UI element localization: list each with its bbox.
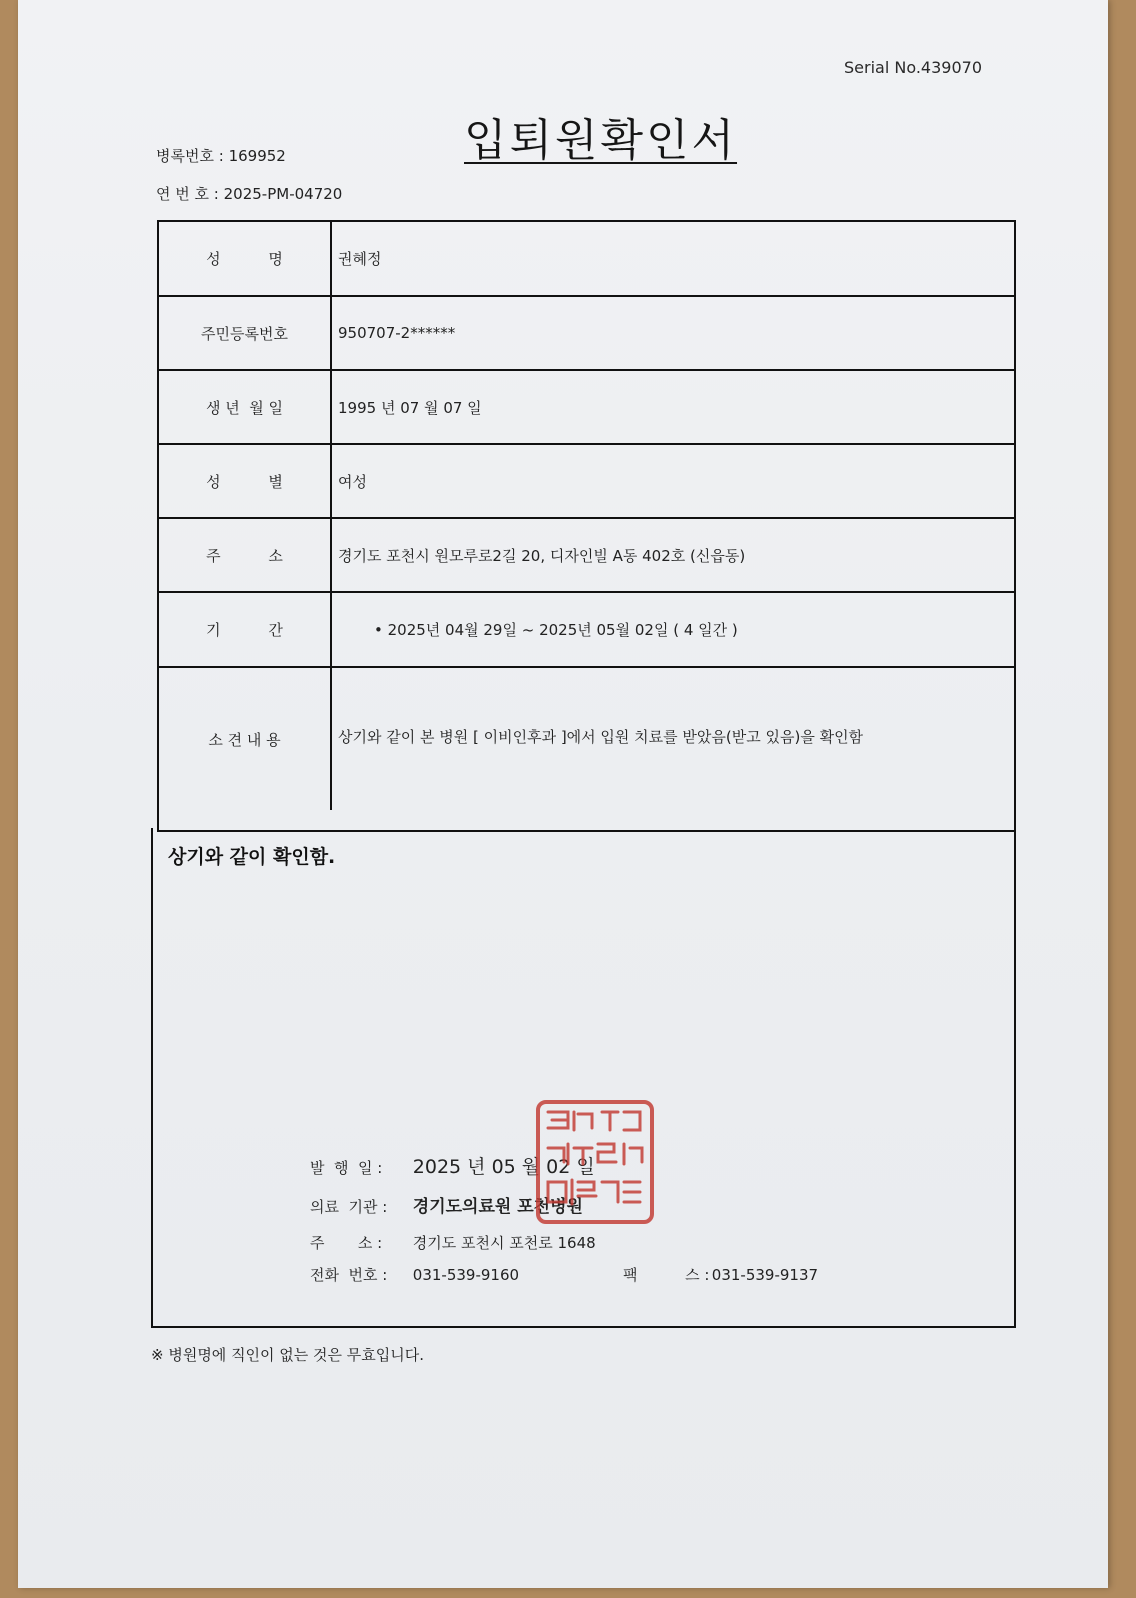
row-label-address: 주 소 — [159, 519, 332, 591]
row-value-name: 권혜정 — [338, 250, 382, 268]
seal-glyphs-icon — [540, 1104, 650, 1220]
row-label-opinion: 소 견 내 용 — [159, 668, 332, 810]
issue-date-label: 발 행 일 : — [310, 1159, 383, 1177]
row-label-period: 기 간 — [159, 593, 332, 666]
institution-phone — [310, 1264, 519, 1285]
table-row — [159, 593, 1014, 668]
table-row — [159, 297, 1014, 371]
row-value-rrn: 950707-2****** — [338, 324, 456, 342]
official-seal — [536, 1100, 654, 1224]
document-number-label: 연 번 호 : — [156, 185, 219, 203]
info-table — [157, 220, 1016, 832]
record-number-value: 169952 — [228, 147, 286, 165]
table-row — [159, 519, 1014, 593]
row-label-birth: 생 년 월 일 — [159, 371, 332, 443]
document-paper — [18, 0, 1108, 1588]
institution-address — [310, 1232, 596, 1253]
row-label-rrn: 주민등록번호 — [159, 297, 332, 369]
record-number-label: 병록번호 : — [156, 147, 224, 165]
footnote: ※ 병원명에 직인이 없는 것은 무효입니다. — [151, 1346, 425, 1364]
document-title: 입퇴원확인서 — [464, 115, 738, 166]
row-label-name: 성 명 — [159, 222, 332, 295]
table-row — [159, 668, 1014, 810]
phone-label: 전화 번호 : — [310, 1266, 388, 1284]
confirmation-text: 상기와 같이 확인함. — [168, 846, 336, 868]
institution-value: 경기도의료원 포천병원 — [412, 1197, 583, 1217]
document-number — [156, 183, 342, 204]
record-number — [156, 145, 286, 166]
document-number-value: 2025-PM-04720 — [223, 185, 343, 203]
institution-fax — [623, 1264, 818, 1285]
table-row — [159, 445, 1014, 519]
confirmation-box — [151, 828, 1016, 1328]
address-value: 경기도 포천시 포천로 1648 — [412, 1234, 596, 1252]
fax-label: 팩 스 : — [623, 1266, 710, 1284]
phone-value: 031-539-9160 — [412, 1266, 520, 1284]
row-value-gender: 여성 — [338, 472, 367, 491]
serial-number: Serial No.439070 — [844, 58, 982, 77]
row-value-period: • 2025년 04월 29일 ~ 2025년 05월 02일 ( 4 일간 ) — [374, 621, 738, 639]
row-value-address: 경기도 포천시 원모루로2길 20, 디자인빌 A동 402호 (신읍동) — [338, 546, 746, 565]
table-row — [159, 222, 1014, 297]
row-value-opinion: 상기와 같이 본 병원 [ 이비인후과 ]에서 입원 치료를 받았음(받고 있음)을 확인함 — [338, 728, 864, 746]
row-value-birth: 1995 년 07 월 07 일 — [338, 398, 482, 417]
table-row — [159, 371, 1014, 445]
issue-date-value: 2025 년 05 월 02 일 — [412, 1156, 595, 1178]
address-label: 주 소 : — [310, 1234, 383, 1252]
institution-label: 의료 기관 : — [310, 1198, 388, 1216]
row-label-gender: 성 별 — [159, 445, 332, 517]
fax-value: 031-539-9137 — [711, 1266, 819, 1284]
